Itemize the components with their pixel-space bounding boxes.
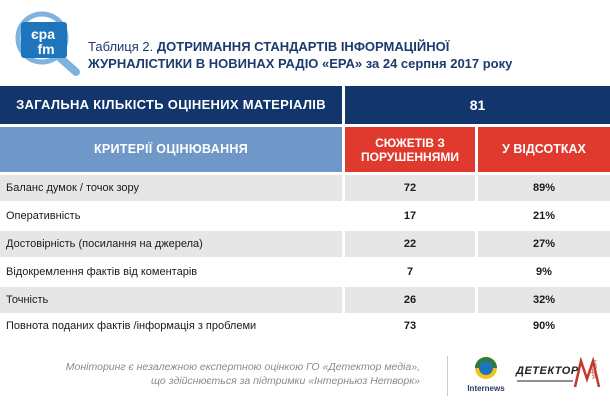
summary-band	[0, 86, 610, 124]
footer-line1: Моніторинг є незалежною експертною оцінкою ГО «Детектор медіа»,	[65, 361, 420, 373]
count-cell: 72	[345, 175, 475, 201]
title-lead: Таблиця 2.	[88, 39, 154, 54]
table-row	[0, 287, 610, 313]
footer-note	[40, 360, 420, 388]
count-cell: 22	[345, 231, 475, 257]
header	[0, 0, 610, 82]
criterion-cell: Оперативність	[0, 203, 342, 229]
logo-line1: єра	[30, 26, 56, 42]
column-header-violations	[345, 127, 475, 172]
column-header-percent: У ВІДСОТКАХ	[478, 127, 610, 172]
radio-era-logo	[6, 10, 88, 76]
criterion-cell: Достовірність (посилання на джерела)	[0, 231, 342, 257]
table-row	[0, 175, 610, 201]
percent-cell: 32%	[478, 287, 610, 313]
page-title	[88, 38, 600, 72]
table-row	[0, 259, 610, 285]
percent-cell: 27%	[478, 231, 610, 257]
count-cell: 17	[345, 203, 475, 229]
column-header-criteria: КРИТЕРІЇ ОЦІНЮВАННЯ	[0, 127, 342, 172]
count-cell: 7	[345, 259, 475, 285]
percent-cell: 21%	[478, 203, 610, 229]
title-bold2: ЖУРНАЛІСТИКИ В НОВИНАХ РАДІО «ЕРА»	[88, 56, 363, 71]
title-tail: за 24 серпня 2017 року	[365, 56, 513, 71]
summary-value: 81	[469, 97, 486, 113]
footer-line2: що здійснюється за підтримки «Інтерньюз Нетворк»	[151, 375, 420, 387]
internews-label: Internews	[467, 384, 505, 393]
column-header-violations-text: СЮЖЕТІВ З ПОРУШЕННЯМИ	[361, 135, 459, 164]
criterion-cell: Точність	[0, 287, 342, 313]
logo-line2: fm	[37, 41, 55, 57]
criterion-cell: Відокремлення фактів від коментарів	[0, 259, 342, 285]
count-cell: 26	[345, 287, 475, 313]
detector-media-label: ДЕТЕКТОР	[516, 365, 579, 377]
detector-media-sublabel: МЕДІА	[590, 360, 596, 379]
count-cell: 73	[345, 313, 475, 339]
title-bold1: ДОТРИМАННЯ СТАНДАРТІВ ІНФОРМАЦІЙНОЇ	[156, 39, 450, 54]
criterion-cell: Повнота поданих фактів /інформація з проблеми	[0, 313, 342, 339]
table-row	[0, 313, 610, 339]
table-row	[0, 203, 610, 229]
percent-cell: 89%	[478, 175, 610, 201]
criterion-cell: Баланс думок / точок зору	[0, 175, 342, 201]
table-row	[0, 231, 610, 257]
footer-divider	[447, 356, 448, 396]
percent-cell: 90%	[478, 313, 610, 339]
summary-label: ЗАГАЛЬНА КІЛЬКІСТЬ ОЦІНЕНИХ МАТЕРІАЛІВ	[16, 97, 326, 112]
percent-cell: 9%	[478, 259, 610, 285]
